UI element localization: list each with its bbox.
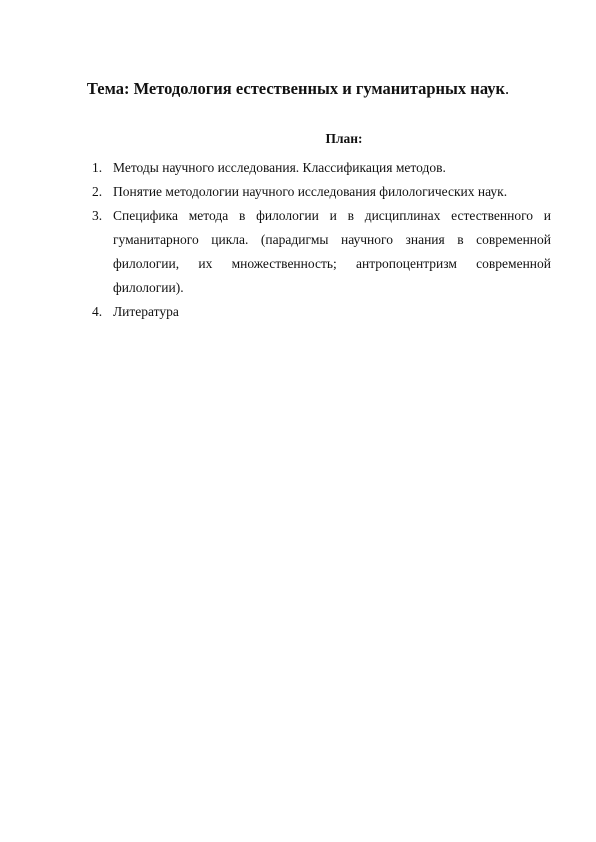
list-item-number: 3.	[92, 208, 103, 223]
list-item-text: Специфика метода в филологии и в дисциплинах естественного и гуманитарного цикла. (парадигмы научного знания в современной филологии, их множественность; антропоцентризм современной филологии).	[113, 208, 551, 295]
list-item-number: 1.	[92, 160, 103, 175]
title-text: Тема: Методология естественных и гуманитарных наук	[86, 79, 505, 98]
list-item	[92, 300, 551, 324]
list-item-text: Методы научного исследования. Классификация методов.	[113, 160, 446, 175]
title-period: .	[504, 79, 510, 98]
list-item-text: Понятие методологии научного исследования филологических наук.	[113, 184, 508, 199]
list-item	[92, 180, 551, 204]
page-title	[0, 79, 596, 99]
list-item-text: Литература	[113, 304, 179, 319]
list-item-number: 4.	[92, 304, 103, 319]
list-item-number: 2.	[92, 184, 103, 199]
list-item	[92, 204, 551, 300]
list-item	[92, 156, 551, 180]
plan-heading: План:	[325, 131, 363, 146]
plan-list	[92, 156, 551, 324]
